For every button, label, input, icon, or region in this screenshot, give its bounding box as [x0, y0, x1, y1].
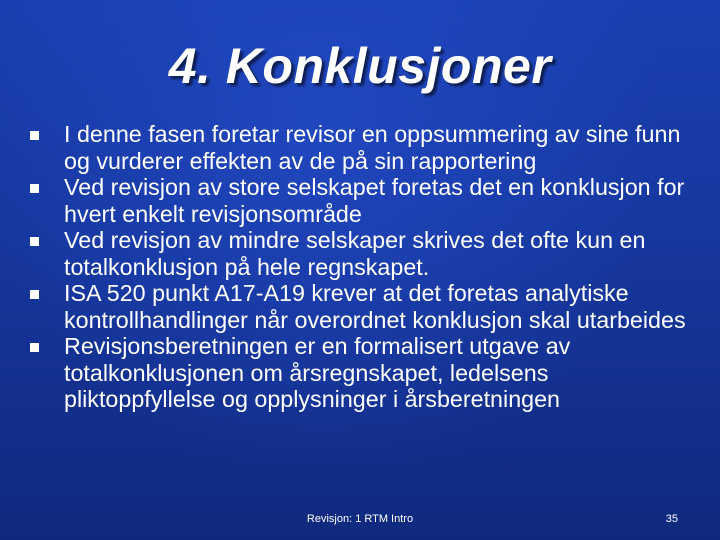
bullet-text: I denne fasen foretar revisor en oppsummering av sine funn og vurderer effekten av de på sin rapportering — [64, 121, 681, 174]
square-bullet-icon — [30, 237, 39, 246]
bullet-item — [28, 174, 700, 227]
bullet-text: Revisjonsberetningen er en formalisert utgave av totalkonklusjonen om årsregnskapet, ledelsens pliktoppfyllelse og opplysninger i årsberetningen — [64, 333, 571, 412]
square-bullet-icon — [30, 343, 39, 352]
bullet-item — [28, 121, 700, 174]
square-bullet-icon — [30, 290, 39, 299]
bullet-item — [28, 333, 700, 413]
square-bullet-icon — [30, 184, 39, 193]
slide-title: 4. Konklusjoner — [168, 38, 552, 94]
bullet-text: ISA 520 punkt A17-A19 krever at det foretas analytiske kontrollhandlinger når overordnet konklusjon skal utarbeides — [64, 280, 686, 333]
bullet-item — [28, 227, 700, 280]
bullet-text: Ved revisjon av mindre selskaper skrives det ofte kun en totalkonklusjon på hele regnskapet. — [64, 227, 646, 280]
bullet-item — [28, 280, 700, 333]
page-number: 35 — [665, 513, 678, 525]
bullet-list — [28, 121, 700, 413]
square-bullet-icon — [30, 131, 39, 140]
bullet-text: Ved revisjon av store selskapet foretas det en konklusjon for hvert enkelt revisjonsområde — [64, 174, 685, 227]
slide-footer: Revisjon: 1 RTM Intro — [306, 513, 414, 525]
